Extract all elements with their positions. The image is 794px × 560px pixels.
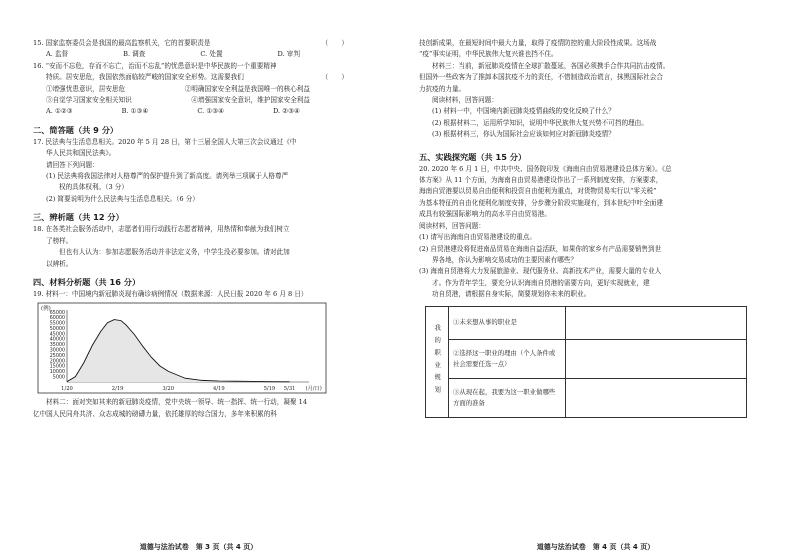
p4-top-line-1: 技创新成果，在最短时间中最大力量，取得了疫情防控的重大阶段性成果。这场战 xyxy=(419,39,657,47)
q16-items-row-2: ③自觉学习国家安全相关知识 ④增强国家安全意识，维护国家安全利益 xyxy=(46,96,310,105)
chart-area-fill xyxy=(67,320,290,382)
chart-y-tick-label: 60000 xyxy=(49,316,65,322)
q19-sub-3: (3) 根据材料三，你认为国际社会应该如何应对新冠肺炎疫情？ xyxy=(432,130,615,139)
chart-y-tick-label: 50000 xyxy=(49,327,65,333)
material-2-line-2: 亿中国人民同舟共济、众志成城的磅礴力量，依托雄厚的综合国力，多年来积累的科 xyxy=(33,409,277,418)
q16-options: A. ①②③ B. ①③④ C. ①③④ D. ②③④ xyxy=(46,107,300,116)
career-row-1-prompt: ①未来想从事的职业是 xyxy=(449,306,566,339)
q19-sub-2: (2) 根据材料二，运用所学知识，说明中华民族伟大复兴势不可挡的理由。 xyxy=(432,118,648,127)
q18-line-2: 了榜样。 xyxy=(46,236,73,245)
chart-y-tick-label: 35000 xyxy=(49,343,65,349)
q19-sub-1: (1) 材料一中，中国境内新冠肺炎疫情曲线的变化反映了什么？ xyxy=(432,107,615,116)
chart-x-tick-label: 5/31 xyxy=(283,386,296,393)
q20-sub-3-cont-1: 才。作为青年学生，要充分认识海南自贸港的需要方向，更好实现就业，建 xyxy=(432,278,650,287)
q20-line-1: 20. 2020 年 6 月 1 日，中共中央、国务院印发《海南自由贸易港建设总体方案》。《总 xyxy=(419,164,672,173)
q18-line-1: 18. 在各类社会服务活动中，志愿者们用行动践行志愿者精神，用热情和奉献为我们树立 xyxy=(33,225,290,234)
chart-x-tick-label: 5/19 xyxy=(263,386,276,393)
q15-stem: 15. 国家监察委员会是我国的最高监察机关，它的首要职责是 （ ） xyxy=(33,39,348,47)
career-row-2-answer[interactable] xyxy=(566,339,747,378)
q20-sub-3-cont-2: 功自贸港，请根据自身实际，简要规划你未来的职业。 xyxy=(432,290,591,299)
q15-option-c: C. 处置 xyxy=(200,50,223,59)
q18-line-4: 以辨析。 xyxy=(46,259,73,268)
chart-y-tick-label: 65000 xyxy=(49,311,65,317)
q17-sub-1-cont: 权的具体权利。（3 分） xyxy=(59,183,128,192)
q19-stem: 19. 材料一：中国境内新冠肺炎现有确诊病例情况（数据来源：人民日报 2020 年 6 月 8 日） xyxy=(33,289,308,298)
q20-sub-1: (1) 请写出海南自由贸易港建设的重点。 xyxy=(419,233,536,242)
career-row-3-prompt: ③从现在起，我要为这一职业做哪些方面的准备 xyxy=(449,378,566,417)
chart-y-tick-label: 15000 xyxy=(49,364,65,370)
p4-top-line-2: “疫”事实证明，中华民族伟大复兴谁也挡不住。 xyxy=(419,50,558,59)
q15-options xyxy=(33,49,370,60)
q16-items-row-1: ①增强忧患意识，居安思危 ②明确国家安全利益是我国唯一的核心利益 xyxy=(46,84,310,93)
page-4-footer: 道德与法治试卷 第 4 页（共 4 页） xyxy=(536,543,655,551)
career-row-3-answer[interactable] xyxy=(566,378,747,417)
material-3-line-3: 力抗疫的力量。 xyxy=(419,84,466,93)
career-row-1-answer[interactable] xyxy=(566,306,747,339)
chart-y-axis-label: (例) xyxy=(41,306,51,313)
chart-y-tick-label: 45000 xyxy=(49,332,65,338)
exam-page-4 xyxy=(397,0,794,560)
career-row-2-prompt: ②选择这一职业的理由（个人条件或社会需要任选一点） xyxy=(449,339,566,378)
chart-y-tick-label: 30000 xyxy=(49,348,65,354)
career-plan-table xyxy=(425,306,747,418)
section-4-title: 四、材料分析题（共 16 分） xyxy=(33,276,141,287)
page-3-footer: 道德与法治试卷 第 3 页（共 4 页） xyxy=(139,543,258,551)
q20-line-4: 为基本特征的自由化便利化制度安排，分步骤分阶段实施现有，到本世纪中叶全面建 xyxy=(419,198,663,207)
q18-line-3: 但也有人认为：参加志愿服务活动并非法定义务，中学生没必要参加。请对此加 xyxy=(59,248,290,257)
q20-line-5: 成具有较强国际影响力的高水平自由贸易港。 xyxy=(419,210,551,219)
chart-x-tick-label: 3/20 xyxy=(162,386,175,393)
q17-sub-2: (2) 简要说明为什么民法典与生活息息相关。（6 分） xyxy=(46,194,199,203)
chart-y-tick-label: 25000 xyxy=(49,354,65,360)
q17-line-1: 17. 民法典与生活息息相关。2020 年 5 月 28 日，第十三届全国人大第三次会议通过《中 xyxy=(33,137,297,146)
section-3-title: 三、辨析题（共 12 分） xyxy=(33,212,124,223)
chart-y-tick-label: 5000 xyxy=(52,375,65,381)
q16-line-2: 特质。居安思危，我国依然面临较严峻的国家安全形势。这需要我们 （ ） xyxy=(46,73,348,82)
career-plan-side-label: 我的职业规划 xyxy=(426,306,449,417)
q20-line-2: 体方案》从 11 个方面，为海南自由贸易港建设作出了一系列制度安排，方案要求， xyxy=(419,176,663,185)
q20-sub-2: (2) 自贸港建设将促进南品贸易在海南自益活跃，如果你的家乡有产品需要销售到世 xyxy=(419,244,662,253)
chart-svg xyxy=(37,302,327,394)
q20-line-3: 海南自贸港要以贸易自由便利和投资自由便利为重点，对货物贸易实行以“零关税” xyxy=(419,187,657,196)
p4-ask: 阅读材料，回答问题： xyxy=(432,96,498,105)
material-3-line-1: 材料三：当前，新冠肺炎疫情在全球扩散蔓延，各国必须携手合作共同抗击疫情。 xyxy=(432,61,670,70)
chart-y-tick-label: 40000 xyxy=(49,338,65,344)
chart-x-axis-label: (月/日) xyxy=(305,386,322,393)
chart-y-tick-label: 20000 xyxy=(49,359,65,365)
material-3-line-2: 但国外一些政客为了推卸本国抗疫不力的责任，不惜制造政治谎言，抹黑国际社会合 xyxy=(419,73,663,82)
q16-line-1: 16. “安而不忘危，存而不忘亡，治而不忘乱”的忧患意识是中华民族的一个重要精神 xyxy=(33,61,277,70)
chart-x-tick-label: 4/19 xyxy=(212,386,225,393)
section-5-title: 五、实践探究题（共 15 分） xyxy=(419,151,527,162)
q15-option-d: D. 审判 xyxy=(277,50,300,59)
q17-line-3: 请回答下列问题： xyxy=(46,160,99,169)
q20-sub-3: (3) 海南自贸港将大力发展旅游业、现代服务业、高新技术产业，需要大量的专业人 xyxy=(419,267,662,276)
chart-y-tick-label: 10000 xyxy=(49,370,65,376)
chart-x-tick-label: 2/19 xyxy=(111,386,124,393)
q17-line-2: 华人民共和国民法典》。 xyxy=(46,149,116,158)
material-2-line-1: 材料二：面对突如其来的新冠肺炎疫情，党中央统一领导、统一指挥、统一行动，凝聚 14 xyxy=(46,398,308,407)
q20-sub-2-cont: 界各地，你认为影响交易成功的主要因素有哪些？ xyxy=(432,255,578,264)
q15-option-b: B. 调查 xyxy=(123,50,146,59)
covid-cases-chart xyxy=(37,302,327,394)
chart-y-tick-label: 55000 xyxy=(49,321,65,327)
q17-sub-1: (1) 民法典将我国法律对人格尊严的保护提升到了新高度。请列举三项属于人格尊严 xyxy=(46,172,289,181)
q15-option-a: A. 监督 xyxy=(46,50,69,59)
chart-x-tick-label: 1/20 xyxy=(61,386,73,393)
section-2-title: 二、简答题（共 9 分） xyxy=(33,124,119,135)
q20-ask: 阅读材料，回答问题： xyxy=(419,221,485,230)
